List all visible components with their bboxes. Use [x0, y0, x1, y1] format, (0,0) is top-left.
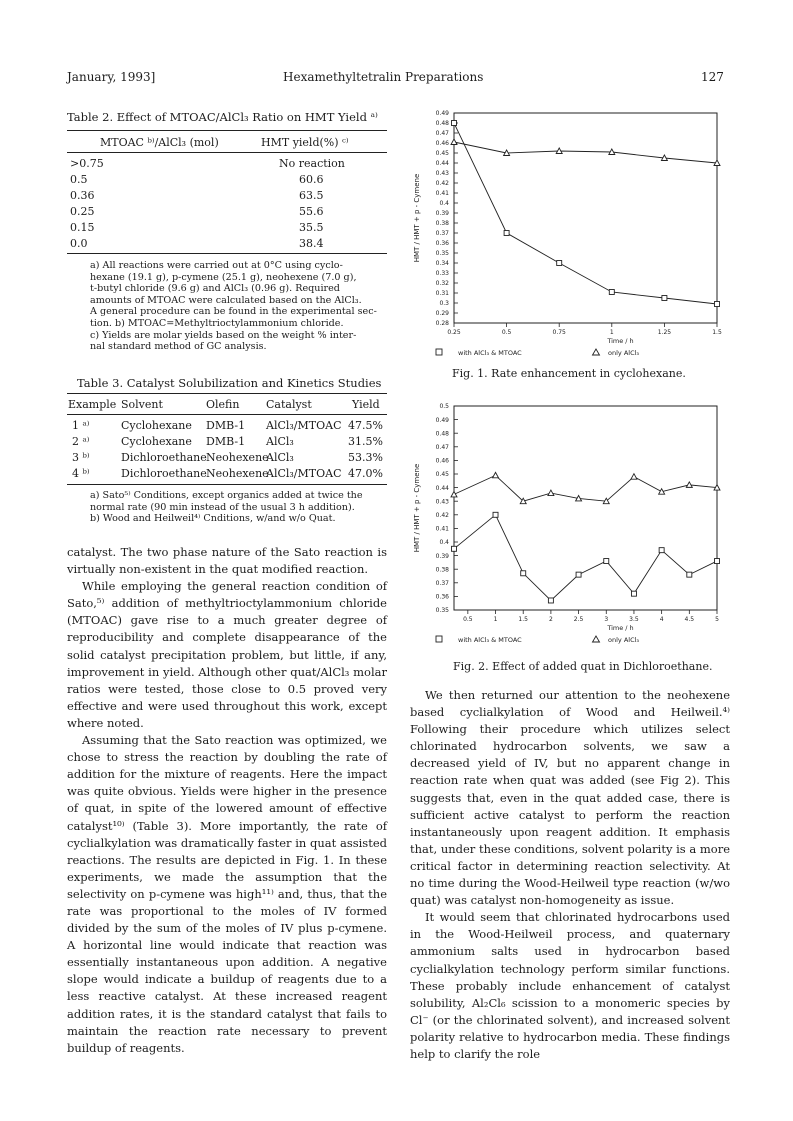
data-point-triangle [548, 490, 554, 496]
x-tick-label: 3.5 [629, 616, 639, 623]
data-point-square [662, 296, 667, 301]
x-tick-label: 3 [604, 616, 609, 623]
y-tick-label: 0.34 [435, 260, 449, 268]
data-point-square [557, 261, 562, 266]
y-tick-label: 0.49 [435, 416, 449, 424]
table-cell: AlCl₃/MTOAC [266, 419, 342, 432]
x-tick-label: 5 [715, 616, 719, 623]
y-tick-label: 0.48 [435, 120, 449, 128]
table-2-title: Table 2. Effect of MTOAC/AlCl₃ Ratio on HMT Yield ᵃ⁾ [67, 110, 378, 124]
y-tick-label: 0.39 [435, 552, 449, 560]
figure-1-chart [404, 106, 729, 368]
legend-triangle-icon [593, 349, 600, 355]
table-cell: 38.4 [299, 237, 324, 250]
table-cell: 60.6 [299, 173, 324, 186]
figure-1 [404, 106, 729, 372]
y-tick-label: 0.43 [435, 498, 449, 506]
legend-square-icon [436, 349, 442, 355]
y-tick-label: 0.28 [435, 320, 449, 328]
table-2-notes: a) All reactions were carried out at 0°C using cyclo- hexane (19.1 g), p-cymene (25.1 g), neohexene (7.0 g), t-butyl chloride (9.6 g) and AlCl₃ (0.96 g). Required amounts of MTOAC were calculated based on the AlCl₃. A general procedure can be found in the experimental sec- tion. b) MTOAC=Methyltrioctylammonium chloride. c) Yields are molar yields based on the weight % inter- nal standard method of GC analysis. [90, 260, 377, 353]
figure-1-caption: Fig. 1. Rate enhancement in cyclohexane. [452, 367, 686, 380]
y-tick-label: 0.46 [435, 457, 449, 465]
data-point-square [548, 598, 553, 603]
y-axis-label: HMT / HMT + p - Cymene [413, 173, 421, 263]
table-2-header-yield: HMT yield(%) ᶜ⁾ [261, 136, 349, 149]
figure-2 [404, 398, 729, 654]
legend-square-icon [436, 636, 442, 642]
paragraph: It would seem that chlorinated hydrocarbons used in the Wood-Heilweil process, and quaternary ammonium salts used in hydrocarbon based cyclialkylation technology perform similar functions. These probably include enhancement of catalyst solubility, Al₂Cl₆ scission to a monomeric species by Cl⁻ (or the chlorinated solvent), and increased solvent polarity relative to hydrocarbon media. These findings help to clarify the role [410, 910, 730, 1061]
table-cell: Dichloroethane [121, 451, 207, 464]
x-tick-label: 1 [493, 616, 498, 623]
table-cell: Cyclohexane [121, 435, 192, 448]
table-cell: Neohexene [206, 451, 269, 464]
data-point-square [604, 559, 609, 564]
table-3-header-olefin: Olefin [206, 398, 240, 411]
y-tick-label: 0.41 [435, 525, 449, 533]
table-cell: AlCl₃ [266, 451, 294, 464]
legend-label: with AlCl₃ & MTOAC [458, 636, 522, 644]
y-tick-label: 0.44 [435, 160, 449, 168]
table-2-header-ratio: MTOAC ᵇ⁾/AlCl₃ (mol) [100, 136, 219, 149]
y-tick-label: 0.48 [435, 430, 449, 438]
paragraph: We then returned our attention to the neohexene based cyclialkylation of Wood and Heilweil.⁴⁾ Following their procedure which utilizes select chlorinated hydrocarbon solvents, we saw a decreased yield of IV, but no apparent change in reaction rate when quat was added (see Fig 2). This suggests that, even in the quat added case, there is sufficient active catalyst to perform the reaction instantaneously upon reagent addition. It emphasis that, under these conditions, solvent polarity is a more critical factor in determining reaction selectivity. At no time during the Wood-Heilweil type reaction (w/wo quat) was catalyst non-homogeneity as issue. [410, 688, 730, 908]
y-tick-label: 0.43 [435, 170, 449, 178]
table-2-header-rule [67, 152, 387, 153]
legend-label: with AlCl₃ & MTOAC [458, 349, 522, 357]
x-tick-label: 1.5 [518, 616, 528, 623]
running-header-date: January, 1993] [67, 70, 156, 84]
legend-triangle-icon [593, 636, 600, 642]
table-cell: 0.36 [70, 189, 95, 202]
data-point-triangle [451, 491, 457, 497]
y-tick-label: 0.42 [435, 512, 449, 519]
x-tick-label: 2 [548, 616, 553, 623]
data-point-triangle [631, 474, 637, 480]
table-cell: 0.5 [70, 173, 88, 186]
table-cell: 53.3% [348, 451, 383, 464]
table-cell: 3 ᵇ⁾ [72, 451, 90, 464]
y-tick-label: 0.29 [435, 310, 449, 318]
table-2-bottom-rule [67, 253, 387, 254]
table-cell: 35.5 [299, 221, 324, 234]
y-tick-label: 0.47 [435, 444, 449, 451]
x-tick-label: 2.5 [573, 616, 584, 623]
table-cell: Dichloroethane [121, 467, 207, 480]
y-tick-label: 0.37 [435, 230, 449, 238]
table-cell: DMB-1 [206, 419, 246, 432]
y-tick-label: 0.31 [435, 290, 449, 298]
table-cell: AlCl₃/MTOAC [266, 467, 342, 480]
y-tick-label: 0.45 [435, 471, 449, 479]
table-cell: 63.5 [299, 189, 324, 202]
table-cell: DMB-1 [206, 435, 246, 448]
series-line [454, 142, 717, 163]
y-tick-label: 0.45 [435, 150, 449, 158]
data-point-square [687, 572, 692, 577]
y-tick-label: 0.49 [435, 110, 449, 118]
data-point-square [493, 512, 498, 517]
table-3-header-rule [67, 414, 387, 415]
y-tick-label: 0.42 [435, 180, 449, 188]
table-cell: AlCl₃ [266, 435, 294, 448]
y-tick-label: 0.35 [435, 250, 449, 258]
y-tick-label: 0.37 [435, 580, 449, 587]
table-cell: 47.0% [348, 467, 383, 480]
y-tick-label: 0.38 [435, 566, 449, 574]
table-cell: >0.75 [70, 157, 104, 170]
data-point-square [715, 559, 720, 564]
table-3-header-catalyst: Catalyst [266, 398, 312, 411]
y-tick-label: 0.36 [435, 593, 449, 601]
data-point-triangle [493, 472, 499, 478]
plot-frame [454, 113, 717, 323]
data-point-square [576, 572, 581, 577]
y-tick-label: 0.35 [435, 607, 449, 615]
y-tick-label: 0.33 [435, 270, 449, 278]
data-point-square [715, 302, 720, 307]
table-3-top-rule [67, 393, 387, 394]
figure-2-caption: Fig. 2. Effect of added quat in Dichloroethane. [453, 660, 713, 673]
x-tick-label: 1.5 [712, 329, 722, 336]
y-tick-label: 0.38 [435, 220, 449, 228]
running-header-title: Hexamethyltetralin Preparations [283, 70, 484, 84]
data-point-square [631, 591, 636, 596]
paragraph: While employing the general reaction condition of Sato,⁵⁾ addition of methyltrioctylammonium chloride (MTOAC) gave rise to a much greater degree of reproducibility and complete disappearance of the solid catalyst precipitation problem, but little, if any, improvement in yield. Although other quat/AlCl₃ molar ratios were tested, those close to 0.5 proved very effective and were used throughout this work, except where noted. [67, 579, 387, 730]
table-3-notes: a) Sato⁵⁾ Conditions, except organics added at twice the normal rate (90 min instead of the usual 3 h addition). b) Wood and Heilweil⁴⁾ Cnditions, w/and w/o Quat. [90, 490, 363, 525]
table-cell: 0.15 [70, 221, 95, 234]
data-point-square [452, 121, 457, 126]
left-column-text [67, 544, 387, 1057]
data-point-square [609, 290, 614, 295]
table-cell: No reaction [279, 157, 345, 170]
x-tick-label: 1 [609, 329, 614, 336]
data-point-square [521, 571, 526, 576]
y-tick-label: 0.47 [435, 130, 449, 138]
figure-2-chart [404, 398, 729, 650]
y-tick-label: 0.4 [439, 539, 449, 547]
table-cell: 0.0 [70, 237, 88, 250]
table-cell: 1 ᵃ⁾ [72, 419, 90, 432]
x-axis-label: Time / h [607, 624, 634, 632]
table-3-header-solvent: Solvent [121, 398, 163, 411]
y-tick-label: 0.32 [435, 280, 449, 288]
x-tick-label: 0.75 [552, 329, 566, 336]
table-cell: Neohexene [206, 467, 269, 480]
x-tick-label: 1.25 [657, 329, 672, 336]
y-tick-label: 0.36 [435, 240, 449, 248]
table-cell: 4 ᵇ⁾ [72, 467, 90, 480]
x-tick-label: 0.5 [501, 329, 512, 336]
y-tick-label: 0.46 [435, 140, 449, 148]
legend-label: only AlCl₃ [608, 636, 640, 644]
y-tick-label: 0.39 [435, 210, 449, 218]
paragraph: Assuming that the Sato reaction was optimized, we chose to stress the reaction by doubling the rate of addition for the mixture of reagents. Here the impact was quite obvious. Yields were higher in the presence of quat, in spite of the lowered amount of effective catalyst¹⁰⁾ (Table 3). More importantly, the rate of cyclialkylation was dramatically faster in quat assisted reactions. The results are depicted in Fig. 1. In these experiments, we made the assumption that the selectivity on p-cymene was high¹¹⁾ and, thus, that the rate was proportional to the moles of IV formed divided by the sum of the moles of IV plus p-cymene. A horizontal line would indicate that reaction was essentially instantaneous upon addition. A negative slope would indicate a buildup of reagents due to a less reactive catalyst. At these increased reagent addition rates, it is the standard catalyst that fails to maintain the reaction rate necessary to prevent buildup of reagents. [67, 733, 387, 1055]
data-point-square [659, 548, 664, 553]
table-2-top-rule [67, 130, 387, 131]
y-axis-label: HMT / HMT + p - Cymene [413, 463, 421, 553]
y-tick-label: 0.44 [435, 484, 449, 492]
series-line [454, 515, 717, 601]
y-tick-label: 0.4 [439, 200, 449, 208]
right-column-text [410, 687, 730, 1063]
table-3-title: Table 3. Catalyst Solubilization and Kinetics Studies [77, 376, 382, 390]
y-tick-label: 0.5 [439, 403, 449, 411]
data-point-triangle [686, 482, 692, 488]
legend-label: only AlCl₃ [608, 349, 640, 357]
data-point-square [504, 231, 509, 236]
plot-frame [454, 406, 717, 610]
table-cell: Cyclohexane [121, 419, 192, 432]
paragraph: catalyst. The two phase nature of the Sato reaction is virtually non-existent in the quat modified reaction. [67, 545, 387, 577]
y-tick-label: 0.41 [435, 190, 449, 198]
table-3-bottom-rule [67, 484, 387, 485]
table-cell: 0.25 [70, 205, 95, 218]
x-tick-label: 0.5 [463, 616, 473, 623]
page-number: 127 [701, 70, 724, 84]
data-point-triangle [451, 139, 457, 145]
table-cell: 55.6 [299, 205, 324, 218]
series-line [454, 475, 717, 501]
data-point-square [452, 546, 457, 551]
x-axis-label: Time / h [607, 337, 634, 345]
x-tick-label: 4.5 [684, 616, 695, 623]
table-3-header-yield: Yield [352, 398, 380, 411]
x-tick-label: 0.25 [447, 329, 461, 336]
x-tick-label: 4 [659, 616, 664, 623]
table-cell: 2 ᵃ⁾ [72, 435, 90, 448]
table-3-header-example: Example [68, 398, 117, 411]
y-tick-label: 0.3 [439, 300, 449, 308]
table-cell: 47.5% [348, 419, 383, 432]
table-cell: 31.5% [348, 435, 383, 448]
